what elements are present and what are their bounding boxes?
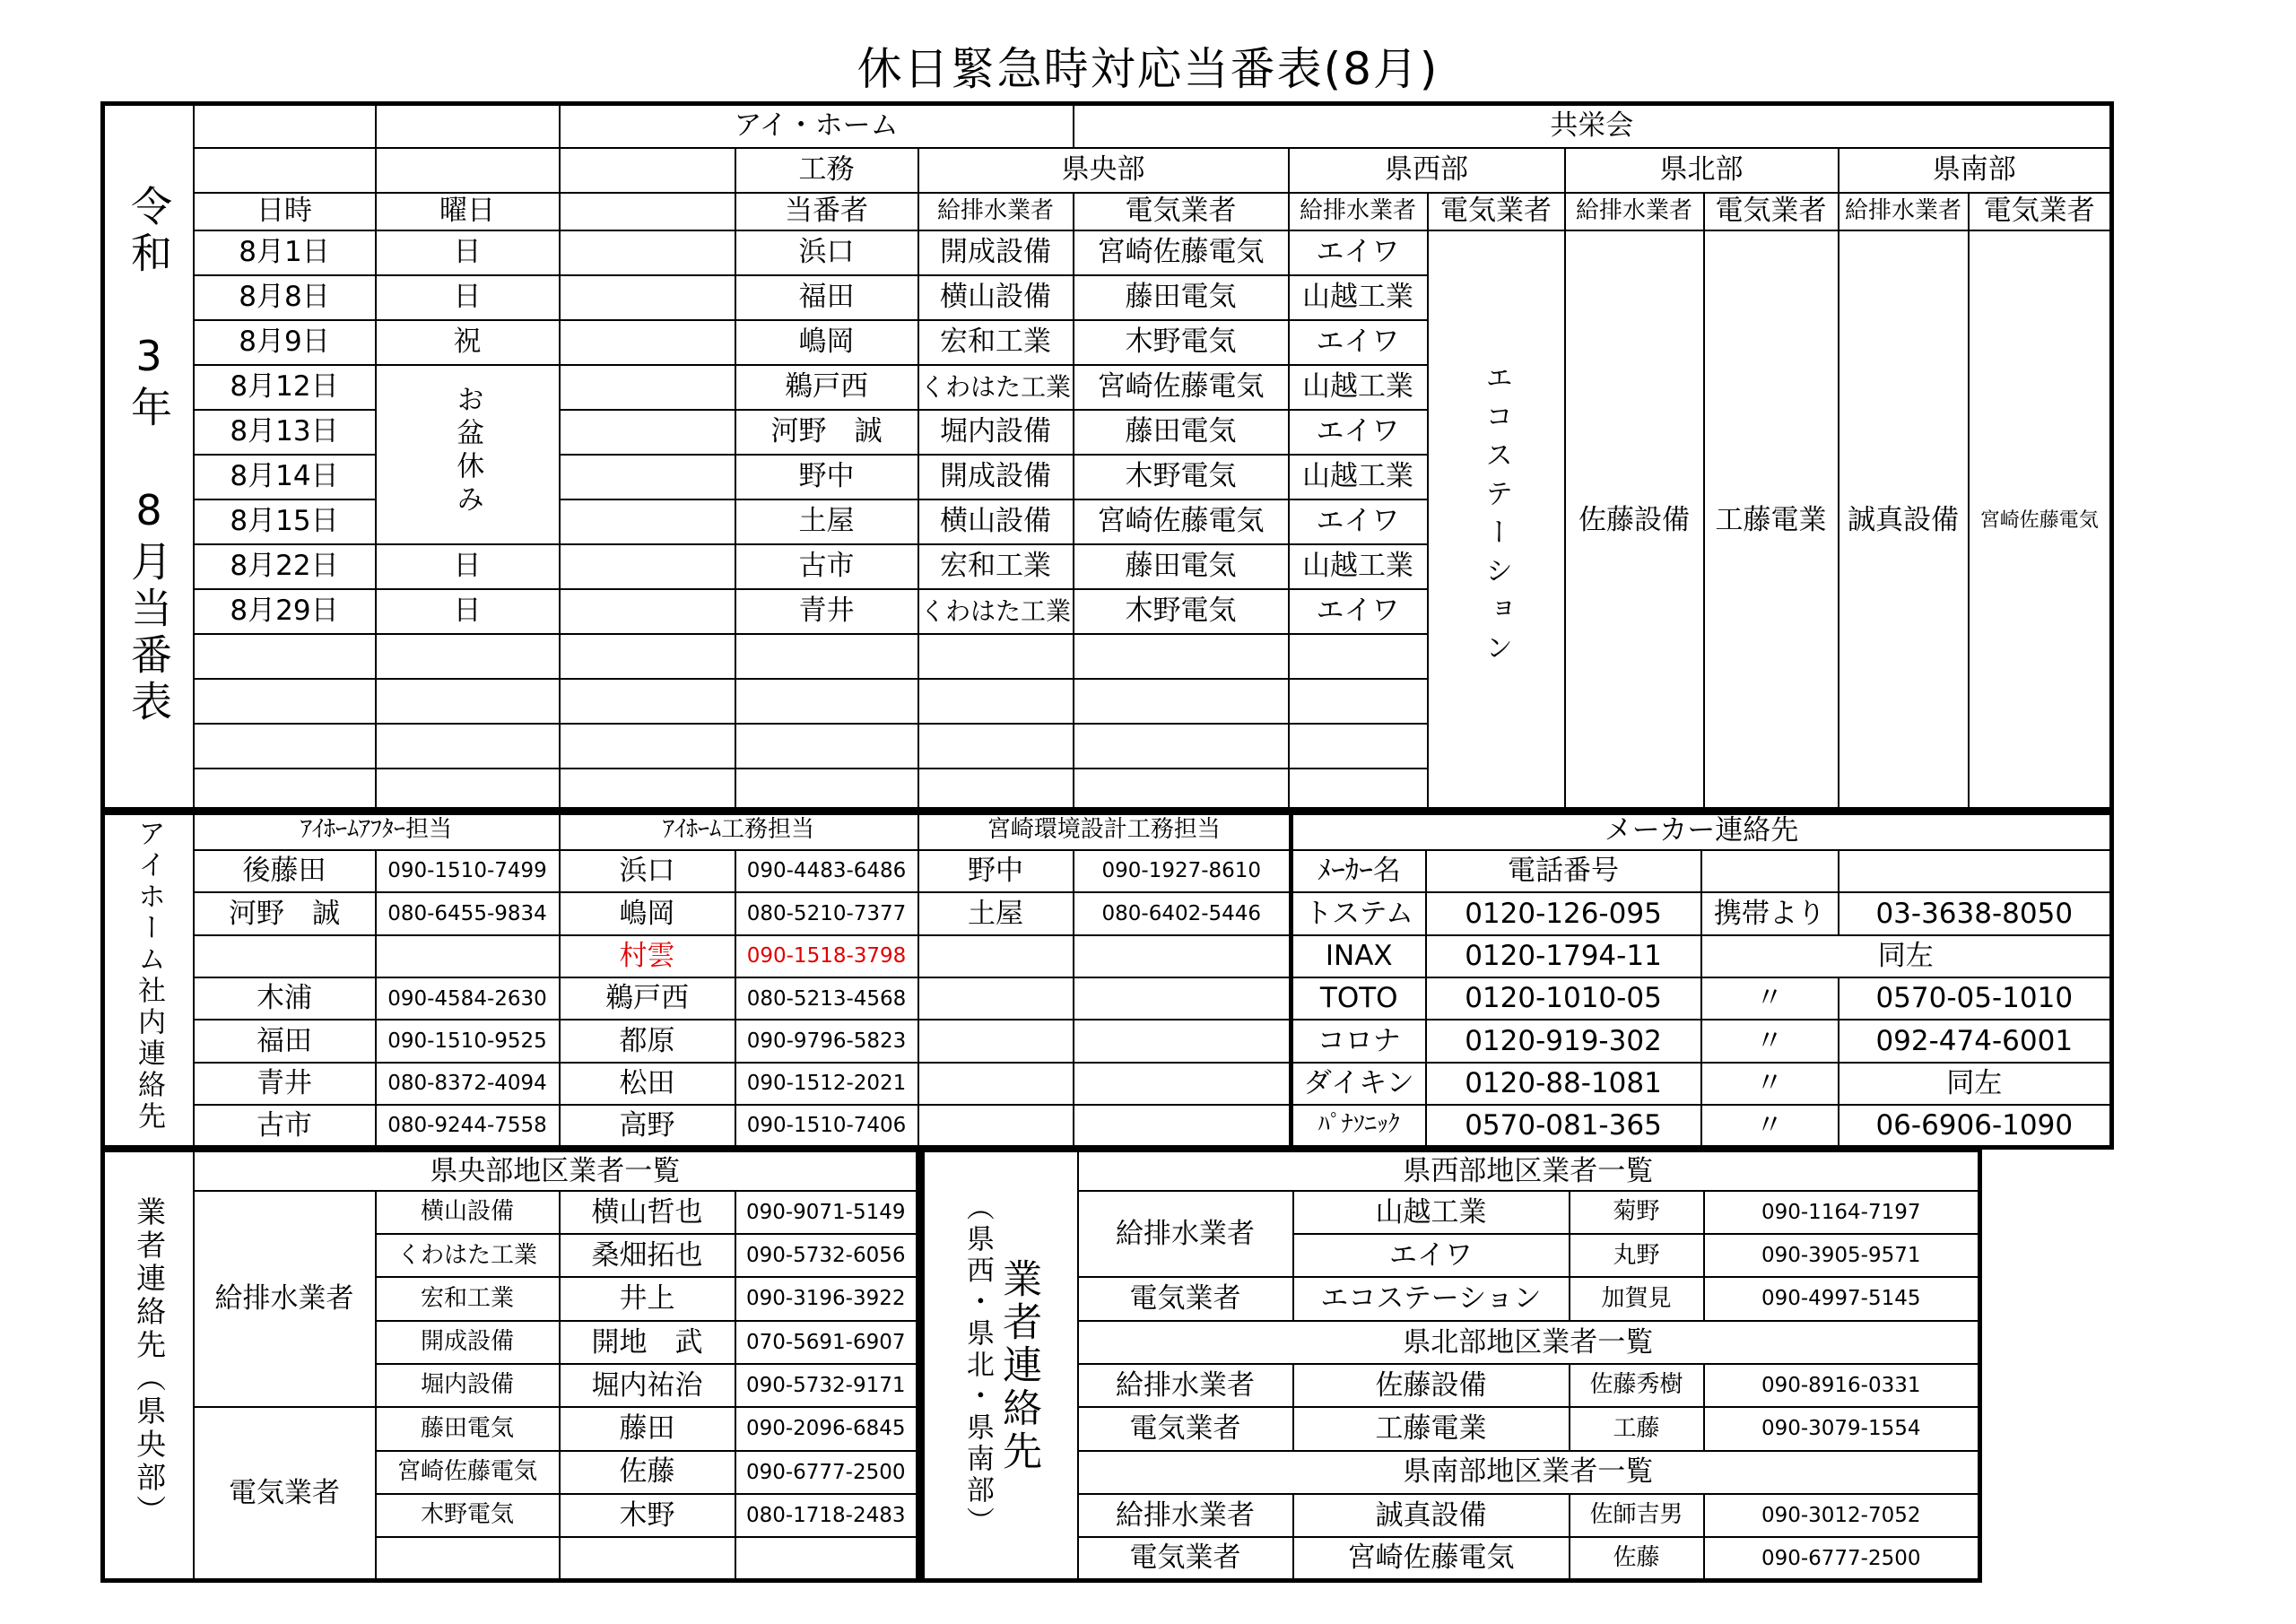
person-cell: 堀内祐治 (560, 1364, 735, 1407)
central-plumbing-cell: 宏和工業 (918, 320, 1074, 365)
mobile-phone-cell: 092-474-6001 (1839, 1020, 2112, 1062)
company-cell: 宮崎佐藤電気 (1293, 1537, 1570, 1580)
central-electric-cell: 宮崎佐藤電気 (1074, 230, 1289, 275)
central-plumbing-cell: くわはた工業 (918, 589, 1074, 634)
person-cell: 桑畑拓也 (560, 1234, 735, 1277)
toban-cell: 野中 (735, 455, 918, 499)
phone-cell: 090-3012-7052 (1704, 1494, 1980, 1537)
phone-cell: 080-5213-4568 (735, 977, 918, 1020)
maker-name-cell: ﾊﾟﾅｿﾆｯｸ (1292, 1105, 1426, 1147)
phone-cell: 090-1510-9525 (376, 1020, 560, 1062)
ihome-header: アイ・ホーム (560, 104, 1074, 148)
other-side-label: （県西・県北・県南部） 業者連絡先 (923, 1151, 1078, 1581)
internal-contacts-table (100, 807, 1293, 1150)
toban-cell: 古市 (735, 544, 918, 589)
weekday-cell: 日 (376, 230, 560, 275)
other-region-vendor-table (920, 1148, 1982, 1583)
west-plumbing-cell: 山越工業 (1289, 455, 1428, 499)
phone-cell: 090-4997-5145 (1704, 1277, 1980, 1320)
table-row (103, 850, 1292, 892)
phone-cell: 090-9071-5149 (735, 1191, 918, 1234)
central-plumbing-cell: 横山設備 (918, 275, 1074, 320)
name-cell: 河野 誠 (194, 892, 376, 934)
central-region-header: 県央部 (918, 148, 1289, 193)
phone-cell: 090-1510-7406 (735, 1105, 918, 1147)
company-cell: 山越工業 (1293, 1191, 1570, 1234)
north-electric-label: 電気業者 (1078, 1407, 1293, 1450)
company-cell: 堀内設備 (376, 1364, 560, 1407)
central-plumbing-cell: 横山設備 (918, 499, 1074, 544)
weekday-cell: 日 (376, 275, 560, 320)
name-cell: 福田 (194, 1020, 376, 1062)
name-cell: 松田 (560, 1063, 735, 1105)
col-maker-name: ﾒｰｶｰ名 (1292, 850, 1426, 892)
central-plumbing-cell: 開成設備 (918, 455, 1074, 499)
mobile-label-cell: 携帯より (1701, 892, 1839, 934)
phone-cell: 090-6777-2500 (735, 1451, 918, 1494)
mobile-phone-cell: 0570-05-1010 (1839, 977, 2112, 1020)
west-plumbing-cell: エイワ (1289, 230, 1428, 275)
phone-cell: 080-5210-7377 (735, 892, 918, 934)
phone-cell: 070-5691-6907 (735, 1321, 918, 1364)
table-row (103, 977, 1292, 1020)
north-list-header: 県北部地区業者一覧 (1078, 1321, 1980, 1364)
col-central-plumbing: 給排水業者 (918, 193, 1074, 230)
weekday-cell: 日 (376, 589, 560, 634)
company-cell: 工藤電業 (1293, 1407, 1570, 1450)
maker-name-cell: TOTO (1292, 977, 1426, 1020)
north-region-header: 県北部 (1565, 148, 1839, 193)
person-cell: 藤田 (560, 1407, 735, 1450)
person-cell: 佐藤 (1570, 1537, 1704, 1580)
south-plumbing-cell: 誠真設備 (1839, 230, 1969, 813)
west-plumbing-cell: 山越工業 (1289, 365, 1428, 410)
table-row (923, 1277, 1980, 1320)
weekday-cell: 日 (376, 544, 560, 589)
date-cell: 8月14日 (194, 455, 376, 499)
date-cell: 8月22日 (194, 544, 376, 589)
col-north-plumbing: 給排水業者 (1565, 193, 1704, 230)
person-cell: 佐藤秀樹 (1570, 1364, 1704, 1407)
table-row (923, 1494, 1980, 1537)
name-cell: 都原 (560, 1020, 735, 1062)
south-electric-label: 電気業者 (1078, 1537, 1293, 1580)
toban-cell: 嶋岡 (735, 320, 918, 365)
name-cell: 後藤田 (194, 850, 376, 892)
phone-cell: 080-6402-5446 (1074, 892, 1292, 934)
mobile-phone-cell: 03-3638-8050 (1839, 892, 2112, 934)
company-cell: くわはた工業 (376, 1234, 560, 1277)
col-west-electric: 電気業者 (1428, 193, 1565, 230)
table-row (1292, 1020, 2112, 1062)
name-cell (194, 935, 376, 977)
date-cell: 8月15日 (194, 499, 376, 544)
central-electric-cell: 宮崎佐藤電気 (1074, 499, 1289, 544)
maker-name-cell: コロナ (1292, 1020, 1426, 1062)
company-cell: 宏和工業 (376, 1277, 560, 1320)
col-maker-phone: 電話番号 (1426, 850, 1701, 892)
central-electric-cell: 藤田電気 (1074, 410, 1289, 455)
col-north-electric: 電気業者 (1704, 193, 1839, 230)
toban-cell: 河野 誠 (735, 410, 918, 455)
west-plumbing-cell: 山越工業 (1289, 275, 1428, 320)
central-electric-cell: 藤田電気 (1074, 275, 1289, 320)
date-cell: 8月8日 (194, 275, 376, 320)
maker-phone-cell: 0120-88-1081 (1426, 1063, 1701, 1105)
phone-cell: 080-9244-7558 (376, 1105, 560, 1147)
toban-cell: 浜口 (735, 230, 918, 275)
table-row (923, 1407, 1980, 1450)
person-cell: 佐師吉男 (1570, 1494, 1704, 1537)
phone-cell: 090-1512-2021 (735, 1063, 918, 1105)
internal-side-label: アイホーム社内連絡先 (103, 810, 194, 1148)
col-weekday: 曜日 (376, 193, 560, 230)
date-cell: 8月9日 (194, 320, 376, 365)
person-cell: 横山哲也 (560, 1191, 735, 1234)
mobile-phone-cell: 同左 (1839, 1063, 2112, 1105)
maker-header: メーカー連絡先 (1292, 810, 2112, 850)
phone-cell: 090-1927-8610 (1074, 850, 1292, 892)
person-cell: 丸野 (1570, 1234, 1704, 1277)
central-electric-cell: 木野電気 (1074, 589, 1289, 634)
central-plumbing-cell: 宏和工業 (918, 544, 1074, 589)
name-cell: 高野 (560, 1105, 735, 1147)
central-plumbing-cell: 開成設備 (918, 230, 1074, 275)
company-cell: エイワ (1293, 1234, 1570, 1277)
person-cell: 加賀見 (1570, 1277, 1704, 1320)
phone-cell: 080-8372-4094 (376, 1063, 560, 1105)
west-electric-label: 電気業者 (1078, 1277, 1293, 1320)
toban-cell: 福田 (735, 275, 918, 320)
table-row (103, 1105, 1292, 1147)
table-row (923, 1537, 1980, 1580)
person-cell: 井上 (560, 1277, 735, 1320)
toban-cell: 青井 (735, 589, 918, 634)
date-cell: 8月1日 (194, 230, 376, 275)
company-cell: 誠真設備 (1293, 1494, 1570, 1537)
col-toban: 当番者 (735, 193, 918, 230)
table-row (103, 935, 1292, 977)
toban-cell: 鵜戸西 (735, 365, 918, 410)
col-west-plumbing: 給排水業者 (1289, 193, 1428, 230)
west-electric-vertical: エコステーション (1428, 230, 1565, 813)
maker-name-cell: ダイキン (1292, 1063, 1426, 1105)
mobile-phone-cell: 同左 (1701, 935, 2112, 977)
date-cell: 8月13日 (194, 410, 376, 455)
table-row (1292, 1105, 2112, 1147)
date-cell: 8月29日 (194, 589, 376, 634)
table-row (923, 1364, 1980, 1407)
west-region-header: 県西部 (1289, 148, 1565, 193)
maker-name-cell: INAX (1292, 935, 1426, 977)
person-cell: 佐藤 (560, 1451, 735, 1494)
phone-cell: 090-5732-9171 (735, 1364, 918, 1407)
name-cell: 青井 (194, 1063, 376, 1105)
north-plumbing-cell: 佐藤設備 (1565, 230, 1704, 813)
col-date: 日時 (194, 193, 376, 230)
table-row (1292, 1063, 2112, 1105)
central-electric-cell: 木野電気 (1074, 455, 1289, 499)
phone-cell: 090-1518-3798 (735, 935, 918, 977)
north-plumbing-label: 給排水業者 (1078, 1364, 1293, 1407)
kyoeikai-header: 共栄会 (1074, 104, 2112, 148)
mobile-label-cell: 〃 (1701, 1105, 1839, 1147)
phone-cell: 090-3079-1554 (1704, 1407, 1980, 1450)
phone-cell: 090-4483-6486 (735, 850, 918, 892)
south-plumbing-label: 給排水業者 (1078, 1494, 1293, 1537)
phone-cell: 080-1718-2483 (735, 1494, 918, 1537)
table-row (103, 1407, 918, 1450)
col-south-plumbing: 給排水業者 (1839, 193, 1969, 230)
west-plumbing-cell: エイワ (1289, 320, 1428, 365)
person-cell: 菊野 (1570, 1191, 1704, 1234)
table-row (103, 1191, 918, 1234)
company-cell: 開成設備 (376, 1321, 560, 1364)
north-electric-cell: 工藤電業 (1704, 230, 1839, 813)
central-side-label: 業者連絡先（県央部） (103, 1151, 194, 1581)
mobile-phone-cell: 06-6906-1090 (1839, 1105, 2112, 1147)
phone-cell: 090-1164-7197 (1704, 1191, 1980, 1234)
company-cell: 藤田電気 (376, 1407, 560, 1450)
table-row (103, 1063, 1292, 1105)
maker-name-cell: トステム (1292, 892, 1426, 934)
phone-cell: 090-2096-6845 (735, 1407, 918, 1450)
person-cell: 開地 武 (560, 1321, 735, 1364)
phone-cell: 090-6777-2500 (1704, 1537, 1980, 1580)
company-cell: エコステーション (1293, 1277, 1570, 1320)
after-header: ｱｲﾎｰﾑｱﾌﾀｰ担当 (194, 810, 560, 850)
west-plumbing-label: 給排水業者 (1078, 1191, 1293, 1278)
koumu-contact-header: ｱｲﾎｰﾑ工務担当 (560, 810, 918, 850)
central-plumbing-cell: くわはた工業 (918, 365, 1074, 410)
phone-cell: 080-6455-9834 (376, 892, 560, 934)
schedule-table (100, 101, 2114, 815)
phone-cell: 090-8916-0331 (1704, 1364, 1980, 1407)
central-electric-label: 電気業者 (194, 1407, 376, 1580)
col-central-electric: 電気業者 (1074, 193, 1289, 230)
maker-phone-cell: 0120-1010-05 (1426, 977, 1701, 1020)
name-cell: 木浦 (194, 977, 376, 1020)
name-cell: 鵜戸西 (560, 977, 735, 1020)
name-cell: 嶋岡 (560, 892, 735, 934)
miyazaki-header: 宮崎環境設計工務担当 (918, 810, 1292, 850)
central-plumbing-cell: 堀内設備 (918, 410, 1074, 455)
west-plumbing-cell: エイワ (1289, 589, 1428, 634)
company-cell: 佐藤設備 (1293, 1364, 1570, 1407)
table-row (1292, 977, 2112, 1020)
phone-cell: 090-3196-3922 (735, 1277, 918, 1320)
date-cell: 8月12日 (194, 365, 376, 410)
mobile-label-cell: 〃 (1701, 1063, 1839, 1105)
company-cell: 宮崎佐藤電気 (376, 1451, 560, 1494)
name-cell: 古市 (194, 1105, 376, 1147)
phone-cell: 090-5732-6056 (735, 1234, 918, 1277)
table-row (923, 1191, 1980, 1234)
central-vendor-table (100, 1148, 920, 1583)
company-cell: 木野電気 (376, 1494, 560, 1537)
page-title: 休日緊急時対応当番表(8月) (857, 43, 1439, 95)
company-cell: 横山設備 (376, 1191, 560, 1234)
koumu-header: 工務 (735, 148, 918, 193)
schedule-side-label: 令和 3年 8月当番表 (103, 104, 194, 813)
west-plumbing-cell: 山越工業 (1289, 544, 1428, 589)
table-row (103, 1020, 1292, 1062)
south-region-header: 県南部 (1839, 148, 2112, 193)
obon-cell: お盆休み (376, 365, 560, 544)
maker-phone-cell: 0120-1794-11 (1426, 935, 1701, 977)
south-list-header: 県南部地区業者一覧 (1078, 1451, 1980, 1494)
west-plumbing-cell: エイワ (1289, 410, 1428, 455)
table-row (1292, 892, 2112, 934)
table-row (103, 892, 1292, 934)
name-cell: 浜口 (560, 850, 735, 892)
central-list-header: 県央部地区業者一覧 (194, 1151, 918, 1191)
table-row (1292, 935, 2112, 977)
col-south-electric: 電気業者 (1969, 193, 2112, 230)
mobile-label-cell: 〃 (1701, 1020, 1839, 1062)
toban-cell: 土屋 (735, 499, 918, 544)
central-electric-cell: 木野電気 (1074, 320, 1289, 365)
maker-phone-cell: 0120-919-302 (1426, 1020, 1701, 1062)
name-cell: 野中 (918, 850, 1074, 892)
name-cell: 土屋 (918, 892, 1074, 934)
west-list-header: 県西部地区業者一覧 (1078, 1151, 1980, 1191)
central-electric-cell: 藤田電気 (1074, 544, 1289, 589)
person-cell: 工藤 (1570, 1407, 1704, 1450)
maker-phone-cell: 0570-081-365 (1426, 1105, 1701, 1147)
phone-cell (376, 935, 560, 977)
maker-contacts-table (1289, 807, 2114, 1150)
maker-phone-cell: 0120-126-095 (1426, 892, 1701, 934)
table-row (103, 230, 2112, 275)
central-plumbing-label: 給排水業者 (194, 1191, 376, 1407)
weekday-cell: 祝 (376, 320, 560, 365)
west-plumbing-cell: エイワ (1289, 499, 1428, 544)
person-cell: 木野 (560, 1494, 735, 1537)
phone-cell: 090-1510-7499 (376, 850, 560, 892)
phone-cell: 090-4584-2630 (376, 977, 560, 1020)
name-cell: 村雲 (560, 935, 735, 977)
mobile-label-cell: 〃 (1701, 977, 1839, 1020)
phone-cell: 090-9796-5823 (735, 1020, 918, 1062)
south-electric-cell: 宮崎佐藤電気 (1969, 230, 2112, 813)
phone-cell: 090-3905-9571 (1704, 1234, 1980, 1277)
central-electric-cell: 宮崎佐藤電気 (1074, 365, 1289, 410)
